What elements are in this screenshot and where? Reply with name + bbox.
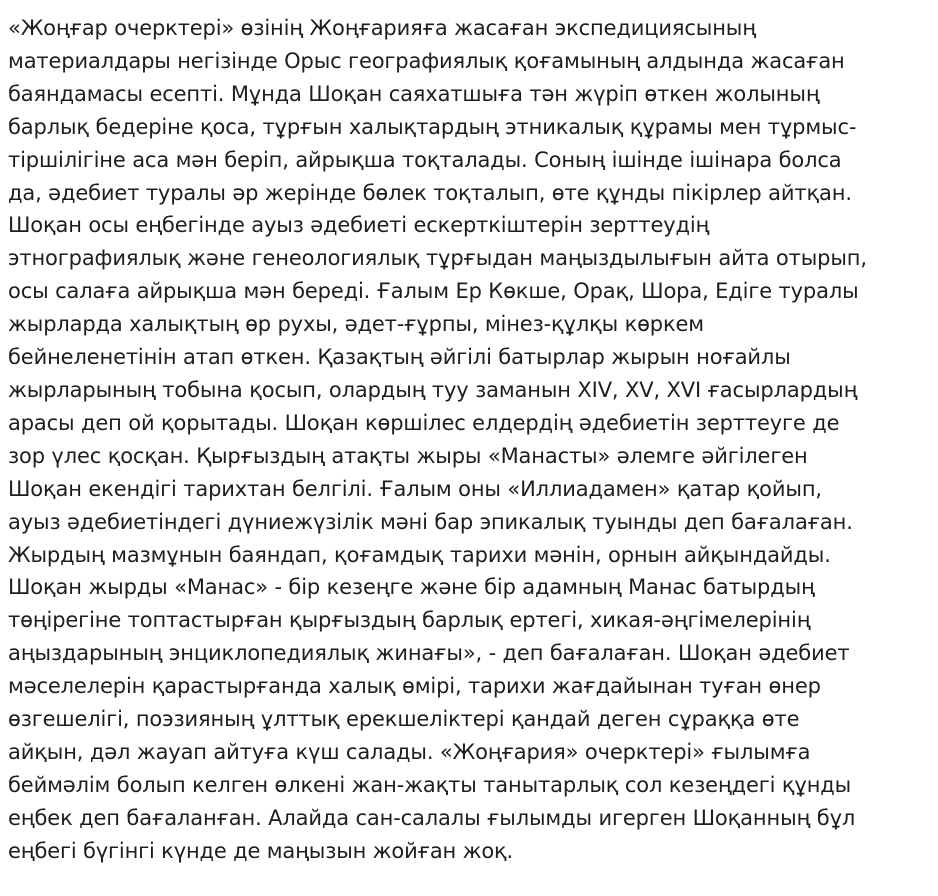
text-line: өзгешелігі, поэзияның ұлттық ерекшеліктері қандай деген сұраққа өте xyxy=(8,707,800,732)
text-line: арасы деп ой қорытады. Шоқан көршілес елдердің әдебиетін зерттеуге де xyxy=(8,410,840,435)
text-line: Шоқан осы еңбегінде ауыз әдебиеті ескерткіштерін зерттеудің xyxy=(8,213,710,238)
text-line: еңбек деп бағаланған. Алайда сан-салалы ғылымды игерген Шоқанның бұл xyxy=(8,805,856,830)
text-line: аңыздарының энциклопедиялық жинағы», - деп бағалаған. Шоқан әдебиет xyxy=(8,641,850,666)
text-line: Шоқан жырды «Манас» - бір кезеңге және бір адамның Манас батырдың xyxy=(8,575,815,600)
text-line: осы салаға айрықша мән береді. Ғалым Ер Көкше, Орақ, Шора, Едіге туралы xyxy=(8,279,859,304)
text-line: да, әдебиет туралы әр жерінде бөлек тоқталып, өте құнды пікірлер айтқан. xyxy=(8,180,852,205)
text-line: зор үлес қосқан. Қырғыздың атақты жыры «Манасты» әлемге әйгілеген xyxy=(8,443,808,468)
document-body xyxy=(8,12,933,868)
text-line: Шоқан екендігі тарихтан белгілі. Ғалым оны «Иллиадамен» қатар қойып, xyxy=(8,476,822,501)
text-line: Жырдың мазмұнын баяндап, қоғамдық тарихи мәнін, орнын айқындайды. xyxy=(8,542,831,567)
text-line: этнографиялық және генеологиялық тұрғыдан маңыздылығын айта отырып, xyxy=(8,246,867,271)
text-line: материалдары негізінде Орыс географиялық қоғамының алдында жасаған xyxy=(8,48,845,73)
text-line: жырларда халықтың өр рухы, әдет-ғұрпы, мінез-құлқы көркем xyxy=(8,312,704,337)
text-line: ауыз әдебиетіндегі дүниежүзілік мәні бар эпикалық туынды деп бағалаған. xyxy=(8,509,853,534)
text-line: баяндамасы есепті. Мұнда Шоқан саяхатшыға тән жүріп өткен жолының xyxy=(8,81,820,106)
text-line: «Жоңғар очерктері» өзінің Жоңғарияға жасаған экспедициясының xyxy=(8,16,756,40)
text-line: бейнеленетінін атап өткен. Қазақтың әйгілі батырлар жырын ноғайлы xyxy=(8,345,791,370)
text-line: мәселелерін қарастырғанда халық өмірі, тарихи жағдайынан туған өнер xyxy=(8,674,821,699)
text-line: жырларының тобына қосып, олардың туу заманын XIV, XV, XVI ғасырлардың xyxy=(8,377,858,402)
text-line: айқын, дәл жауап айтуға күш салады. «Жоңғария» очерктері» ғылымға xyxy=(8,739,811,764)
text-line: тіршілігіне аса мән беріп, айрықша тоқталады. Соның ішінде ішінара болса xyxy=(8,147,842,172)
text-line: барлық бедеріне қоса, тұрғын халықтардың этникалық құрамы мен тұрмыс- xyxy=(8,114,857,139)
text-line: төңірегіне топтастырған қырғыздың барлық ертегі, хикая-әңгімелерінің xyxy=(8,608,811,633)
text-line: еңбегі бүгінгі күнде де маңызын жойған жоқ. xyxy=(8,838,514,863)
text-line: беймәлім болып келген өлкені жан-жақты танытарлық сол кезеңдегі құнды xyxy=(8,772,852,797)
